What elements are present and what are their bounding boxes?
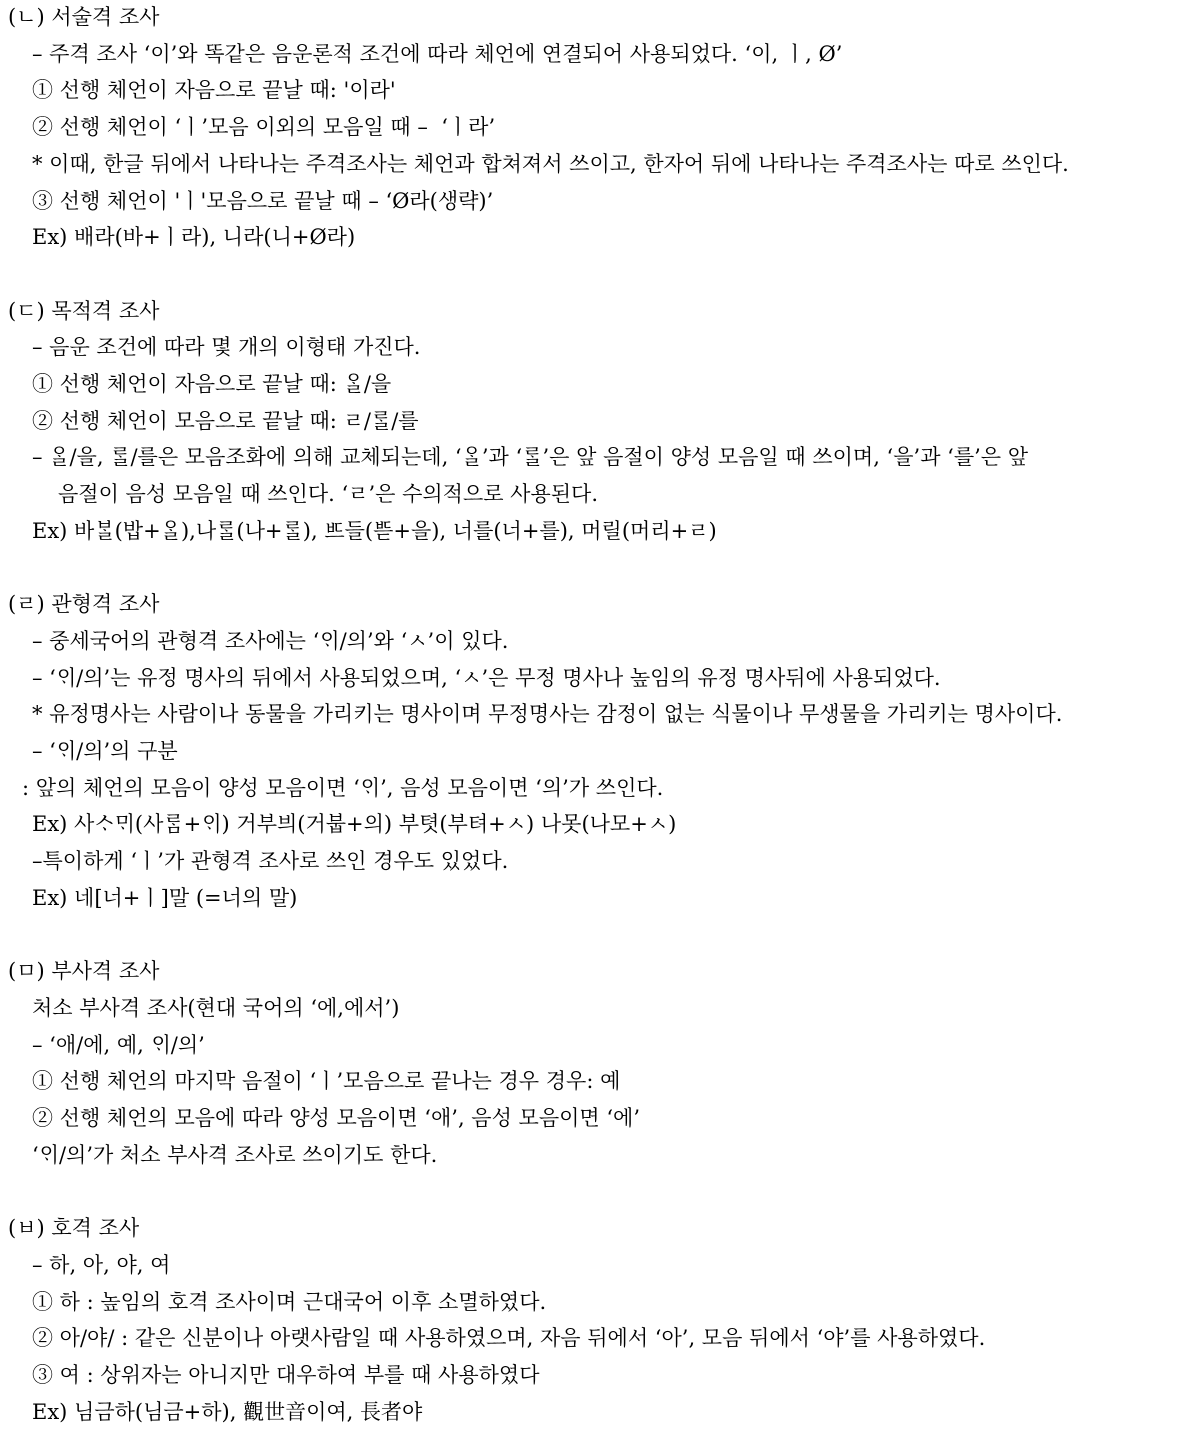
section-heading: (ㄴ) 서술격 조사 xyxy=(8,5,160,29)
text-line: ① 선행 체언이 자음으로 끝날 때: '이라' xyxy=(32,78,396,103)
text-line: ② 선행 체언이 ‘ㅣ’모음 이외의 모음일 때 – ‘ㅣ라’ xyxy=(32,115,496,140)
text-line: –특이하게 ‘ㅣ’가 관형격 조사로 쓰인 경우도 있었다. xyxy=(32,849,509,874)
text-line: 음절이 음성 모음일 때 쓰인다. ‘ㄹ’은 수의적으로 사용된다. xyxy=(58,482,599,507)
text-line: ③ 여 : 상위자는 아니지만 대우하여 부를 때 사용하였다 xyxy=(32,1362,540,1387)
text-line: – ‘ᄋᆡ/의’는 유정 명사의 뒤에서 사용되었으며, ‘ㅅ’은 무정 명사나 높임의 유정 명사뒤에 사용되었다. xyxy=(32,665,941,690)
text-line: ② 아/야/ : 같은 신분이나 아랫사람일 때 사용하였으며, 자음 뒤에서 ‘아’, 모음 뒤에서 ‘야’를 사용하였다. xyxy=(32,1326,986,1351)
text-line: – ᄋᆞᆯ/을, ᄅᆞᆯ/를은 모음조화에 의해 교체되는데, ‘ᄋᆞᆯ’과 ‘ᄅᆞᆯ’은 앞 음절이 양성 모음일 때 쓰이며, ‘을’과 ‘를’은 앞 xyxy=(32,445,1029,470)
text-line: ② 선행 체언의 모음에 따라 양성 모음이면 ‘애’, 음성 모음이면 ‘에’ xyxy=(32,1106,640,1130)
text-line: : 앞의 체언의 모음이 양성 모음이면 ‘ᄋᆡ’, 음성 모음이면 ‘의’가 쓰인다. xyxy=(22,775,664,800)
text-line: ① 하 : 높임의 호격 조사이며 근대국어 이후 소멸하였다. xyxy=(32,1289,547,1314)
text-line: – 중세국어의 관형격 조사에는 ‘ᄋᆡ/의’와 ‘ㅅ’이 있다. xyxy=(32,628,509,653)
section-heading: (ㄷ) 목적격 조사 xyxy=(8,298,160,323)
text-line: ③ 선행 체언이 'ㅣ'모음으로 끝날 때 – ‘Ø라(생략)’ xyxy=(32,188,494,213)
text-line: – 주격 조사 ‘이’와 똑같은 음운론적 조건에 따라 체언에 연결되어 사용되었다. ‘이, ㅣ, Ø’ xyxy=(32,41,843,66)
text-line: * 유정명사는 사람이나 동물을 가리키는 명사이며 무정명사는 감정이 없는 식물이나 무생물을 가리키는 명사이다. xyxy=(32,702,1063,727)
text-line: – ‘ᄋᆡ/의’의 구분 xyxy=(32,739,178,763)
text-line: * 이때, 한글 뒤에서 나타나는 주격조사는 체언과 합쳐져서 쓰이고, 한자어 뒤에 나타나는 주격조사는 따로 쓰인다. xyxy=(32,151,1069,176)
text-line: ① 선행 체언이 자음으로 끝날 때: ᄋᆞᆯ/을 xyxy=(32,372,392,396)
text-line: – 하, 아, 야, 여 xyxy=(32,1252,171,1277)
text-line: Ex) 네[너+ㅣ]말 (=너의 말) xyxy=(32,885,298,910)
text-line: ‘ᄋᆡ/의’가 처소 부사격 조사로 쓰이기도 한다. xyxy=(32,1142,438,1167)
text-line: Ex) 배라(바+ㅣ라), 니라(니+Ø라) xyxy=(32,225,356,250)
text-line: – ‘애/에, 예, ᄋᆡ/의’ xyxy=(32,1032,205,1057)
text-line: 처소 부사격 조사(현대 국어의 ‘에,에서’) xyxy=(32,995,400,1020)
section-heading: (ㅁ) 부사격 조사 xyxy=(8,959,160,984)
text-line: – 음운 조건에 따라 몇 개의 이형태 가진다. xyxy=(32,335,421,360)
section-heading: (ㅂ) 호격 조사 xyxy=(8,1216,140,1241)
text-line: Ex) 님금하(님금+하), 觀世音이여, 長者야 xyxy=(32,1399,423,1424)
text-line: ② 선행 체언이 모음으로 끝날 때: ㄹ/ᄅᆞᆯ/를 xyxy=(32,408,419,433)
text-line: ① 선행 체언의 마지막 음절이 ‘ㅣ’모음으로 끝나는 경우 경우: 예 xyxy=(32,1069,621,1094)
section-heading: (ㄹ) 관형격 조사 xyxy=(8,592,160,617)
text-line: Ex) 사ᄉᆞᄆᆡ(사ᄅᆞᆷ+ᄋᆡ) 거부븨(거붑+의) 부텻(부텨+ㅅ) 나못(나모+ㅅ) xyxy=(32,812,677,837)
text-line: Ex) 바ᄇᆞᆯ(밥+ᄋᆞᆯ),나ᄅᆞᆯ(나+ᄅᆞᆯ), ᄠᅳ들(ᄠᅳᆮ+을), 너를(너+를), 머릴(머리+ㄹ) xyxy=(32,518,717,543)
